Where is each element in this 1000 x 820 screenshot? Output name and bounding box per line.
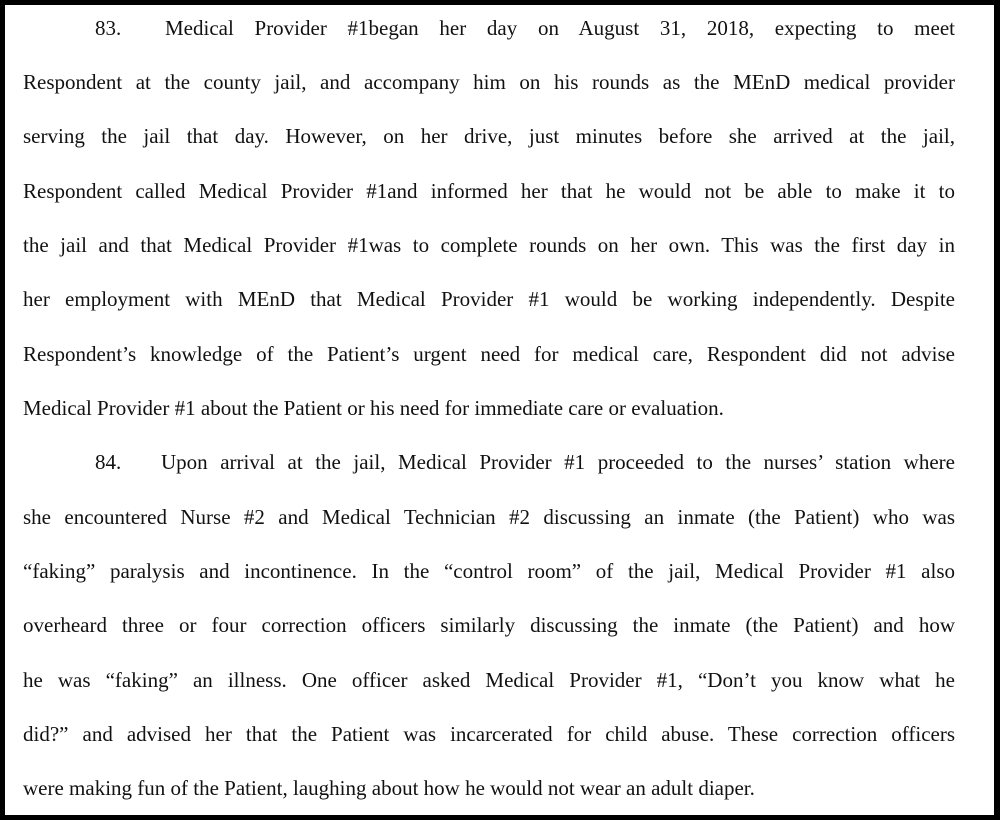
document-page — [5, 5, 994, 815]
paragraph-number: 83. — [95, 16, 122, 40]
paragraph-83-line-1 — [23, 13, 955, 43]
text-line: Respondent at the county jail, and accompany him on his rounds as the MEnD medical provider — [23, 70, 955, 94]
text-line: “faking” paralysis and incontinence. In the “control room” of the jail, Medical Provider #1 also — [23, 559, 955, 583]
text-line: Respondent called Medical Provider #1and informed her that he would not be able to make it to — [23, 179, 955, 203]
text-line: serving the jail that day. However, on her drive, just minutes before she arrived at the jail, — [23, 124, 955, 148]
text-line: her employment with MEnD that Medical Provider #1 would be working independently. Despite — [23, 287, 955, 311]
text-line: Medical Provider #1 about the Patient or his need for immediate care or evaluation. — [23, 396, 724, 420]
text-line: the jail and that Medical Provider #1was to complete rounds on her own. This was the first day in — [23, 233, 955, 257]
text-line: overheard three or four correction officers similarly discussing the inmate (the Patient) and how — [23, 613, 955, 637]
paragraph-84-line-1 — [23, 447, 955, 477]
text-line: did?” and advised her that the Patient was incarcerated for child abuse. These correction officers — [23, 722, 955, 746]
text-line: she encountered Nurse #2 and Medical Technician #2 discussing an inmate (the Patient) who was — [23, 505, 955, 529]
text-line: he was “faking” an illness. One officer asked Medical Provider #1, “Don’t you know what he — [23, 668, 955, 692]
paragraph-number: 84. — [95, 450, 122, 474]
text-line: Respondent’s knowledge of the Patient’s urgent need for medical care, Respondent did not advise — [23, 342, 955, 366]
text-line: were making fun of the Patient, laughing about how he would not wear an adult diaper. — [23, 776, 755, 800]
text-line: Upon arrival at the jail, Medical Provider #1 proceeded to the nurses’ station where — [161, 450, 955, 474]
text-line: Medical Provider #1began her day on August 31, 2018, expecting to meet — [165, 16, 955, 40]
